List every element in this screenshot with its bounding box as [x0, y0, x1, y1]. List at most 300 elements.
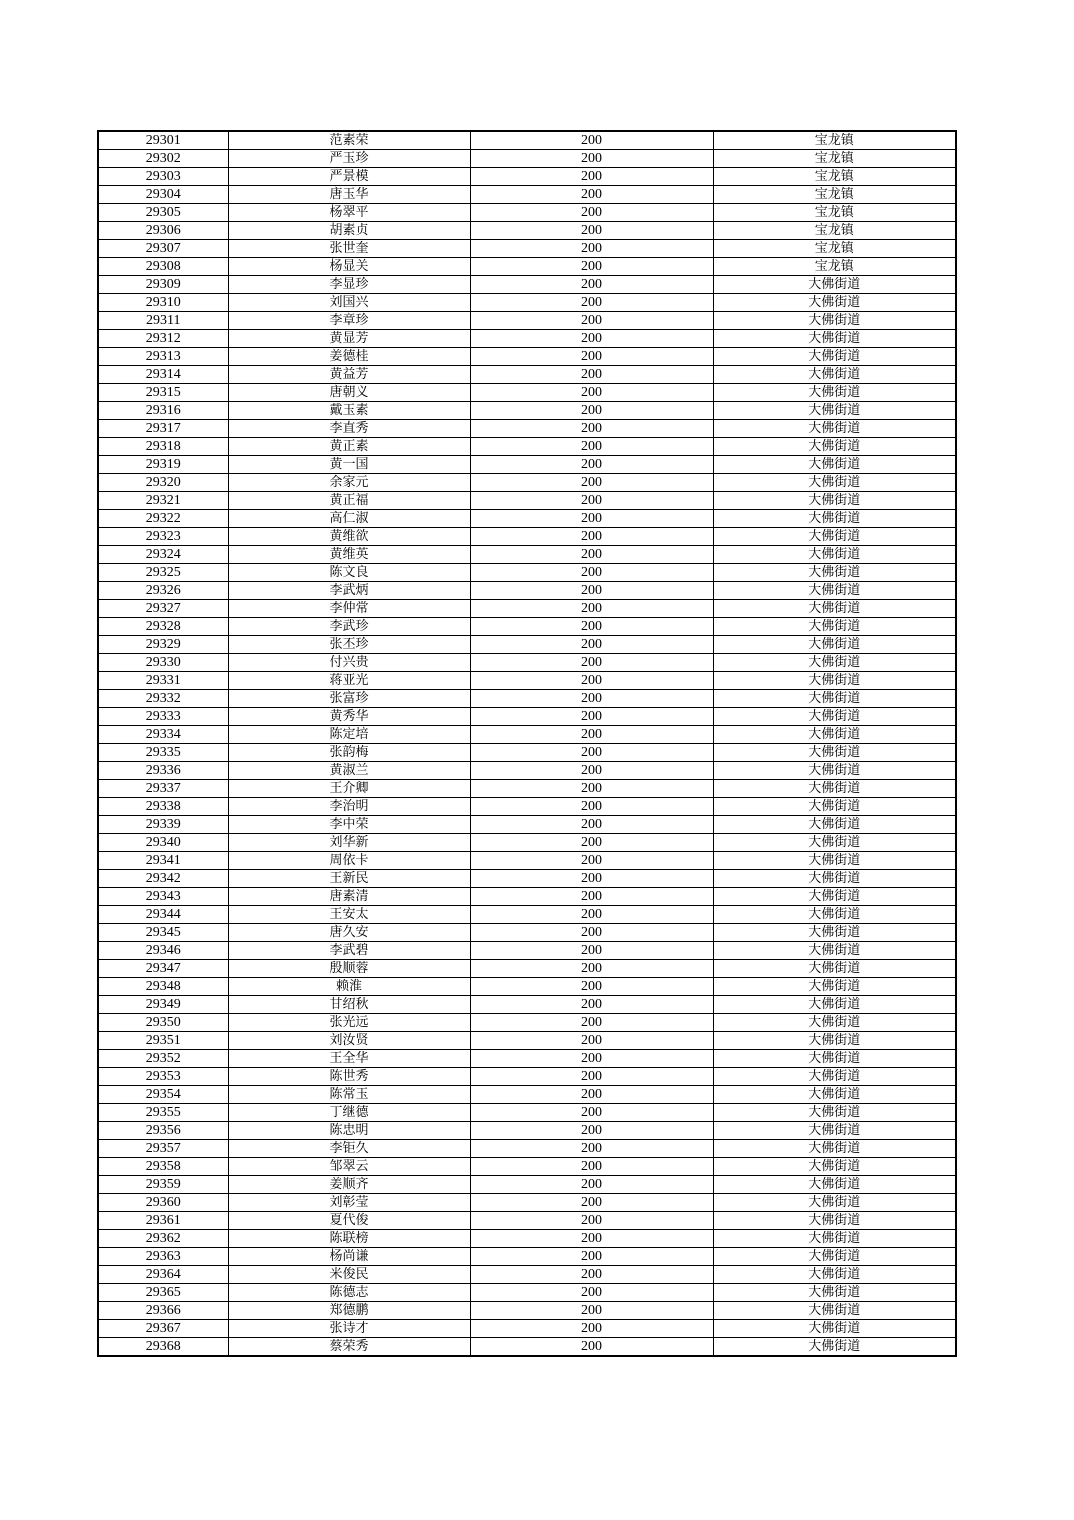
table-row — [98, 240, 956, 258]
cell-name: 范素荣 — [228, 131, 470, 150]
table-row — [98, 1302, 956, 1320]
cell-amount: 200 — [470, 402, 713, 420]
table-row — [98, 168, 956, 186]
cell-id: 29326 — [98, 582, 228, 600]
cell-area: 大佛街道 — [713, 384, 956, 402]
cell-area: 大佛街道 — [713, 1266, 956, 1284]
table-row — [98, 330, 956, 348]
cell-amount: 200 — [470, 384, 713, 402]
cell-name: 甘绍秋 — [228, 996, 470, 1014]
cell-name: 严玉珍 — [228, 150, 470, 168]
cell-id: 29315 — [98, 384, 228, 402]
cell-amount: 200 — [470, 780, 713, 798]
cell-area: 大佛街道 — [713, 1302, 956, 1320]
table-row — [98, 420, 956, 438]
cell-id: 29325 — [98, 564, 228, 582]
cell-area: 大佛街道 — [713, 726, 956, 744]
cell-name: 夏代俊 — [228, 1212, 470, 1230]
cell-area: 大佛街道 — [713, 1338, 956, 1357]
cell-area: 大佛街道 — [713, 276, 956, 294]
cell-amount: 200 — [470, 294, 713, 312]
cell-amount: 200 — [470, 654, 713, 672]
cell-name: 杨翠平 — [228, 204, 470, 222]
table-row — [98, 348, 956, 366]
table-row — [98, 1104, 956, 1122]
cell-amount: 200 — [470, 1212, 713, 1230]
table-row — [98, 510, 956, 528]
cell-name: 唐玉华 — [228, 186, 470, 204]
table-row — [98, 834, 956, 852]
table-row — [98, 1014, 956, 1032]
cell-area: 大佛街道 — [713, 1194, 956, 1212]
cell-area: 大佛街道 — [713, 1104, 956, 1122]
cell-name: 王全华 — [228, 1050, 470, 1068]
cell-name: 黄益芳 — [228, 366, 470, 384]
cell-area: 大佛街道 — [713, 1230, 956, 1248]
cell-amount: 200 — [470, 131, 713, 150]
cell-name: 赖淮 — [228, 978, 470, 996]
cell-area: 大佛街道 — [713, 600, 956, 618]
cell-name: 余家元 — [228, 474, 470, 492]
table-row — [98, 888, 956, 906]
cell-amount: 200 — [470, 1086, 713, 1104]
table-row — [98, 150, 956, 168]
cell-area: 大佛街道 — [713, 1050, 956, 1068]
cell-amount: 200 — [470, 1338, 713, 1357]
cell-name: 戴玉素 — [228, 402, 470, 420]
cell-id: 29314 — [98, 366, 228, 384]
cell-name: 陈忠明 — [228, 1122, 470, 1140]
cell-name: 黄一国 — [228, 456, 470, 474]
cell-amount: 200 — [470, 924, 713, 942]
cell-name: 王安太 — [228, 906, 470, 924]
cell-name: 黄维英 — [228, 546, 470, 564]
cell-name: 陈世秀 — [228, 1068, 470, 1086]
cell-name: 姜顺齐 — [228, 1176, 470, 1194]
cell-name: 唐久安 — [228, 924, 470, 942]
cell-area: 宝龙镇 — [713, 186, 956, 204]
cell-id: 29322 — [98, 510, 228, 528]
table-row — [98, 258, 956, 276]
cell-name: 黄维欲 — [228, 528, 470, 546]
cell-name: 张世奎 — [228, 240, 470, 258]
cell-amount: 200 — [470, 438, 713, 456]
cell-id: 29302 — [98, 150, 228, 168]
cell-area: 大佛街道 — [713, 1248, 956, 1266]
table-row — [98, 708, 956, 726]
cell-id: 29339 — [98, 816, 228, 834]
table-row — [98, 780, 956, 798]
cell-name: 黄正福 — [228, 492, 470, 510]
cell-area: 大佛街道 — [713, 1068, 956, 1086]
table-row — [98, 564, 956, 582]
table-row — [98, 654, 956, 672]
cell-amount: 200 — [470, 888, 713, 906]
cell-name: 高仁淑 — [228, 510, 470, 528]
cell-id: 29313 — [98, 348, 228, 366]
cell-id: 29347 — [98, 960, 228, 978]
cell-area: 大佛街道 — [713, 1140, 956, 1158]
cell-area: 大佛街道 — [713, 312, 956, 330]
table-row — [98, 1122, 956, 1140]
cell-amount: 200 — [470, 330, 713, 348]
cell-amount: 200 — [470, 744, 713, 762]
table-row — [98, 294, 956, 312]
table-row — [98, 978, 956, 996]
cell-area: 大佛街道 — [713, 474, 956, 492]
cell-area: 大佛街道 — [713, 438, 956, 456]
cell-area: 大佛街道 — [713, 492, 956, 510]
cell-name: 李仲常 — [228, 600, 470, 618]
cell-name: 杨显关 — [228, 258, 470, 276]
cell-name: 杨尚谦 — [228, 1248, 470, 1266]
table-row — [98, 492, 956, 510]
cell-amount: 200 — [470, 1248, 713, 1266]
cell-id: 29342 — [98, 870, 228, 888]
cell-amount: 200 — [470, 816, 713, 834]
cell-area: 大佛街道 — [713, 1122, 956, 1140]
cell-area: 宝龙镇 — [713, 240, 956, 258]
cell-area: 大佛街道 — [713, 582, 956, 600]
table-row — [98, 924, 956, 942]
table-row — [98, 636, 956, 654]
cell-amount: 200 — [470, 996, 713, 1014]
cell-area: 大佛街道 — [713, 762, 956, 780]
cell-id: 29306 — [98, 222, 228, 240]
cell-area: 大佛街道 — [713, 870, 956, 888]
table-row — [98, 726, 956, 744]
cell-id: 29316 — [98, 402, 228, 420]
cell-id: 29351 — [98, 1032, 228, 1050]
cell-area: 大佛街道 — [713, 420, 956, 438]
table-row — [98, 402, 956, 420]
table-row — [98, 222, 956, 240]
cell-name: 陈定培 — [228, 726, 470, 744]
cell-area: 大佛街道 — [713, 960, 956, 978]
cell-amount: 200 — [470, 906, 713, 924]
cell-id: 29329 — [98, 636, 228, 654]
cell-amount: 200 — [470, 1230, 713, 1248]
table-row — [98, 798, 956, 816]
cell-area: 大佛街道 — [713, 708, 956, 726]
cell-id: 29359 — [98, 1176, 228, 1194]
cell-name: 黄淑兰 — [228, 762, 470, 780]
table-row — [98, 312, 956, 330]
cell-area: 大佛街道 — [713, 1320, 956, 1338]
cell-area: 大佛街道 — [713, 402, 956, 420]
table-row — [98, 1032, 956, 1050]
cell-amount: 200 — [470, 636, 713, 654]
cell-id: 29366 — [98, 1302, 228, 1320]
cell-area: 大佛街道 — [713, 780, 956, 798]
cell-area: 大佛街道 — [713, 456, 956, 474]
cell-name: 刘彰莹 — [228, 1194, 470, 1212]
cell-area: 大佛街道 — [713, 978, 956, 996]
cell-id: 29320 — [98, 474, 228, 492]
cell-name: 刘华新 — [228, 834, 470, 852]
cell-area: 大佛街道 — [713, 690, 956, 708]
cell-area: 宝龙镇 — [713, 150, 956, 168]
cell-amount: 200 — [470, 420, 713, 438]
cell-id: 29332 — [98, 690, 228, 708]
table-row — [98, 762, 956, 780]
cell-amount: 200 — [470, 564, 713, 582]
cell-name: 张富珍 — [228, 690, 470, 708]
cell-area: 宝龙镇 — [713, 168, 956, 186]
cell-id: 29319 — [98, 456, 228, 474]
cell-amount: 200 — [470, 222, 713, 240]
cell-amount: 200 — [470, 1068, 713, 1086]
cell-name: 刘国兴 — [228, 294, 470, 312]
table-body — [98, 131, 956, 1356]
table-row — [98, 528, 956, 546]
cell-amount: 200 — [470, 1302, 713, 1320]
cell-id: 29346 — [98, 942, 228, 960]
table-row — [98, 672, 956, 690]
cell-id: 29321 — [98, 492, 228, 510]
cell-amount: 200 — [470, 834, 713, 852]
table-row — [98, 618, 956, 636]
cell-area: 大佛街道 — [713, 366, 956, 384]
cell-amount: 200 — [470, 672, 713, 690]
cell-area: 大佛街道 — [713, 672, 956, 690]
cell-id: 29303 — [98, 168, 228, 186]
cell-area: 大佛街道 — [713, 510, 956, 528]
table-row — [98, 870, 956, 888]
cell-amount: 200 — [470, 1050, 713, 1068]
cell-id: 29311 — [98, 312, 228, 330]
cell-name: 唐朝义 — [228, 384, 470, 402]
cell-id: 29331 — [98, 672, 228, 690]
cell-id: 29364 — [98, 1266, 228, 1284]
cell-id: 29318 — [98, 438, 228, 456]
cell-id: 29312 — [98, 330, 228, 348]
cell-name: 李武炳 — [228, 582, 470, 600]
table-row — [98, 852, 956, 870]
cell-amount: 200 — [470, 798, 713, 816]
cell-id: 29354 — [98, 1086, 228, 1104]
table-row — [98, 690, 956, 708]
cell-name: 李钜久 — [228, 1140, 470, 1158]
table-row — [98, 366, 956, 384]
cell-amount: 200 — [470, 240, 713, 258]
table-row — [98, 186, 956, 204]
table-row — [98, 582, 956, 600]
cell-amount: 200 — [470, 762, 713, 780]
table-row — [98, 1050, 956, 1068]
cell-id: 29362 — [98, 1230, 228, 1248]
table-row — [98, 474, 956, 492]
table-row — [98, 1194, 956, 1212]
cell-name: 蔡荣秀 — [228, 1338, 470, 1357]
cell-amount: 200 — [470, 1266, 713, 1284]
cell-amount: 200 — [470, 276, 713, 294]
cell-id: 29353 — [98, 1068, 228, 1086]
cell-name: 李中荣 — [228, 816, 470, 834]
cell-amount: 200 — [470, 1122, 713, 1140]
cell-id: 29343 — [98, 888, 228, 906]
cell-name: 李武珍 — [228, 618, 470, 636]
cell-area: 宝龙镇 — [713, 258, 956, 276]
cell-area: 大佛街道 — [713, 816, 956, 834]
cell-area: 大佛街道 — [713, 1014, 956, 1032]
cell-amount: 200 — [470, 546, 713, 564]
cell-name: 周依卡 — [228, 852, 470, 870]
cell-id: 29345 — [98, 924, 228, 942]
cell-id: 29304 — [98, 186, 228, 204]
cell-id: 29367 — [98, 1320, 228, 1338]
cell-amount: 200 — [470, 492, 713, 510]
cell-id: 29357 — [98, 1140, 228, 1158]
cell-name: 陈联榜 — [228, 1230, 470, 1248]
data-table — [97, 130, 957, 1357]
cell-name: 黄秀华 — [228, 708, 470, 726]
cell-area: 大佛街道 — [713, 330, 956, 348]
cell-id: 29338 — [98, 798, 228, 816]
table-row — [98, 1212, 956, 1230]
cell-name: 张丕珍 — [228, 636, 470, 654]
table-row — [98, 1068, 956, 1086]
cell-area: 大佛街道 — [713, 1212, 956, 1230]
cell-name: 米俊民 — [228, 1266, 470, 1284]
cell-id: 29360 — [98, 1194, 228, 1212]
cell-id: 29309 — [98, 276, 228, 294]
cell-amount: 200 — [470, 366, 713, 384]
cell-amount: 200 — [470, 870, 713, 888]
cell-id: 29341 — [98, 852, 228, 870]
cell-id: 29334 — [98, 726, 228, 744]
cell-id: 29323 — [98, 528, 228, 546]
table-row — [98, 816, 956, 834]
cell-name: 张韵梅 — [228, 744, 470, 762]
table-row — [98, 744, 956, 762]
cell-amount: 200 — [470, 1140, 713, 1158]
cell-area: 大佛街道 — [713, 564, 956, 582]
cell-name: 黄正素 — [228, 438, 470, 456]
table-row — [98, 996, 956, 1014]
cell-amount: 200 — [470, 474, 713, 492]
cell-area: 大佛街道 — [713, 942, 956, 960]
cell-name: 胡素贞 — [228, 222, 470, 240]
table-row — [98, 1338, 956, 1357]
cell-id: 29368 — [98, 1338, 228, 1357]
cell-name: 李显珍 — [228, 276, 470, 294]
cell-id: 29350 — [98, 1014, 228, 1032]
cell-amount: 200 — [470, 510, 713, 528]
cell-amount: 200 — [470, 186, 713, 204]
cell-area: 宝龙镇 — [713, 131, 956, 150]
table-row — [98, 131, 956, 150]
cell-id: 29324 — [98, 546, 228, 564]
cell-id: 29305 — [98, 204, 228, 222]
cell-name: 丁继德 — [228, 1104, 470, 1122]
table-row — [98, 1230, 956, 1248]
cell-name: 李武碧 — [228, 942, 470, 960]
cell-id: 29365 — [98, 1284, 228, 1302]
cell-amount: 200 — [470, 1320, 713, 1338]
cell-amount: 200 — [470, 312, 713, 330]
table-row — [98, 1176, 956, 1194]
cell-amount: 200 — [470, 168, 713, 186]
cell-id: 29301 — [98, 131, 228, 150]
cell-id: 29340 — [98, 834, 228, 852]
cell-name: 严景模 — [228, 168, 470, 186]
table-row — [98, 384, 956, 402]
cell-amount: 200 — [470, 852, 713, 870]
cell-id: 29310 — [98, 294, 228, 312]
table-row — [98, 276, 956, 294]
cell-name: 唐素清 — [228, 888, 470, 906]
cell-id: 29333 — [98, 708, 228, 726]
cell-name: 李治明 — [228, 798, 470, 816]
cell-amount: 200 — [470, 960, 713, 978]
cell-id: 29330 — [98, 654, 228, 672]
cell-name: 蒋亚光 — [228, 672, 470, 690]
cell-area: 宝龙镇 — [713, 204, 956, 222]
table-row — [98, 546, 956, 564]
cell-name: 殷顺蓉 — [228, 960, 470, 978]
cell-amount: 200 — [470, 1194, 713, 1212]
cell-name: 陈文良 — [228, 564, 470, 582]
table-row — [98, 1086, 956, 1104]
table-row — [98, 1266, 956, 1284]
cell-area: 大佛街道 — [713, 1086, 956, 1104]
cell-name: 李章珍 — [228, 312, 470, 330]
cell-amount: 200 — [470, 348, 713, 366]
cell-id: 29344 — [98, 906, 228, 924]
cell-area: 大佛街道 — [713, 888, 956, 906]
table-row — [98, 960, 956, 978]
cell-amount: 200 — [470, 600, 713, 618]
cell-area: 大佛街道 — [713, 996, 956, 1014]
cell-id: 29361 — [98, 1212, 228, 1230]
table-row — [98, 906, 956, 924]
cell-name: 黄显芳 — [228, 330, 470, 348]
cell-area: 大佛街道 — [713, 1176, 956, 1194]
cell-name: 李直秀 — [228, 420, 470, 438]
cell-area: 大佛街道 — [713, 654, 956, 672]
cell-name: 姜德桂 — [228, 348, 470, 366]
cell-id: 29352 — [98, 1050, 228, 1068]
cell-area: 大佛街道 — [713, 618, 956, 636]
cell-amount: 200 — [470, 456, 713, 474]
cell-id: 29355 — [98, 1104, 228, 1122]
cell-area: 大佛街道 — [713, 852, 956, 870]
table-row — [98, 204, 956, 222]
cell-amount: 200 — [470, 1284, 713, 1302]
cell-amount: 200 — [470, 1032, 713, 1050]
cell-amount: 200 — [470, 618, 713, 636]
cell-amount: 200 — [470, 708, 713, 726]
cell-id: 29336 — [98, 762, 228, 780]
cell-name: 邹翠云 — [228, 1158, 470, 1176]
cell-amount: 200 — [470, 1014, 713, 1032]
cell-area: 大佛街道 — [713, 294, 956, 312]
cell-area: 大佛街道 — [713, 924, 956, 942]
cell-amount: 200 — [470, 726, 713, 744]
cell-amount: 200 — [470, 690, 713, 708]
cell-id: 29335 — [98, 744, 228, 762]
table-row — [98, 438, 956, 456]
cell-amount: 200 — [470, 1176, 713, 1194]
cell-area: 大佛街道 — [713, 528, 956, 546]
cell-area: 大佛街道 — [713, 546, 956, 564]
cell-name: 刘汝贤 — [228, 1032, 470, 1050]
cell-area: 大佛街道 — [713, 744, 956, 762]
cell-area: 大佛街道 — [713, 1158, 956, 1176]
cell-amount: 200 — [470, 942, 713, 960]
cell-area: 大佛街道 — [713, 1032, 956, 1050]
